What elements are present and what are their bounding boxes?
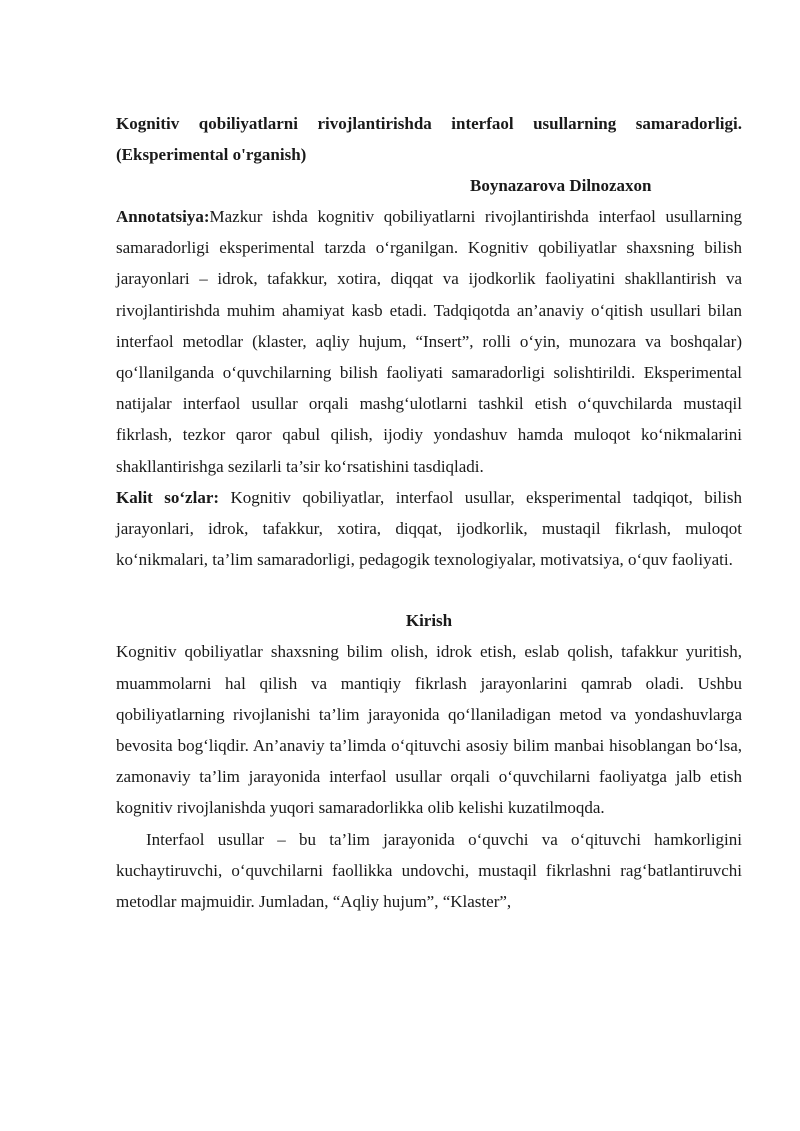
paper-title: Kognitiv qobiliyatlarni rivojlantirishda interfaol usullarning samaradorligi. (Eksperimental o'rganish) bbox=[116, 114, 742, 164]
document-page bbox=[116, 108, 742, 917]
annotation-text: Mazkur ishda kognitiv qobiliyatlarni rivojlantirishda interfaol usullarning samaradorligi eksperimental tarzda o‘rganilgan. Kognitiv qobiliyatlar shaxsning bilish jarayonlari – idrok, tafakkur, xotira, diqqat va ijodkorlik faoliyatini shakllantirish va rivojlantirishda muhim ahamiyat kasb etadi. Tadqiqotda an’anaviy o‘qitish usullari bilan interfaol metodlar (klaster, aqliy hujum, “Insert”, rolli o‘yin, munozara va boshqalar) qo‘llanilganda o‘quvchilarning bilish faoliyati samaradorligi solishtirildi. Eksperimental natijalar interfaol usullar orqali mashg‘ulotlarni tashkil etish o‘quvchilarda mustaqil fikrlash, tezkor qaror qabul qilish, ijodiy yondashuv hamda muloqot ko‘nikmalarini shakllantirishga sezilarli ta’sir ko‘rsatishini tasdiqladi. bbox=[116, 207, 742, 476]
annotation-label: Annotatsiya: bbox=[116, 207, 210, 226]
intro-paragraph-1: Kognitiv qobiliyatlar shaxsning bilim olish, idrok etish, eslab qolish, tafakkur yuritish, muammolarni hal qilish va mantiqiy fikrlash jarayonlarini qamrab oladi. Ushbu qobiliyatlarning rivojlanishi ta’lim jarayonida qo‘llaniladigan metod va yondashuvlarga bevosita bog‘liqdir. An’anaviy ta’limda o‘qituvchi asosiy bilim manbai hisoblangan bo‘lsa, zamonaviy ta’lim jarayonida interfaol usullar orqali o‘quvchilarni faoliyatga jalb etish kognitiv rivojlanishda yuqori samaradorlikka olib kelishi kuzatilmoqda. bbox=[116, 642, 742, 818]
author-name: Boynazarova Dilnozaxon bbox=[470, 176, 652, 195]
keywords-text: Kognitiv qobiliyatlar, interfaol usullar, eksperimental tadqiqot, bilish jarayonlari, idrok, tafakkur, xotira, diqqat, ijodkorlik, mustaqil fikrlash, muloqot ko‘nikmalari, ta’lim samaradorligi, pedagogik texnologiyalar, motivatsiya, o‘quv faoliyati. bbox=[116, 487, 742, 570]
intro-paragraph-2: Interfaol usullar – bu ta’lim jarayonida o‘quvchi va o‘qituvchi hamkorligini kuchaytiruvchi, o‘quvchilarni faollikka undovchi, mustaqil fikrlashni rag‘batlantiruvchi metodlar majmuidir. Jumladan, “Aqliy hujum”, “Klaster”, bbox=[116, 829, 742, 912]
section-heading-intro: Kirish bbox=[405, 611, 453, 631]
keywords-paragraph bbox=[116, 482, 742, 576]
annotation-paragraph bbox=[116, 201, 742, 482]
keywords-label: Kalit so‘zlar: bbox=[116, 487, 220, 507]
